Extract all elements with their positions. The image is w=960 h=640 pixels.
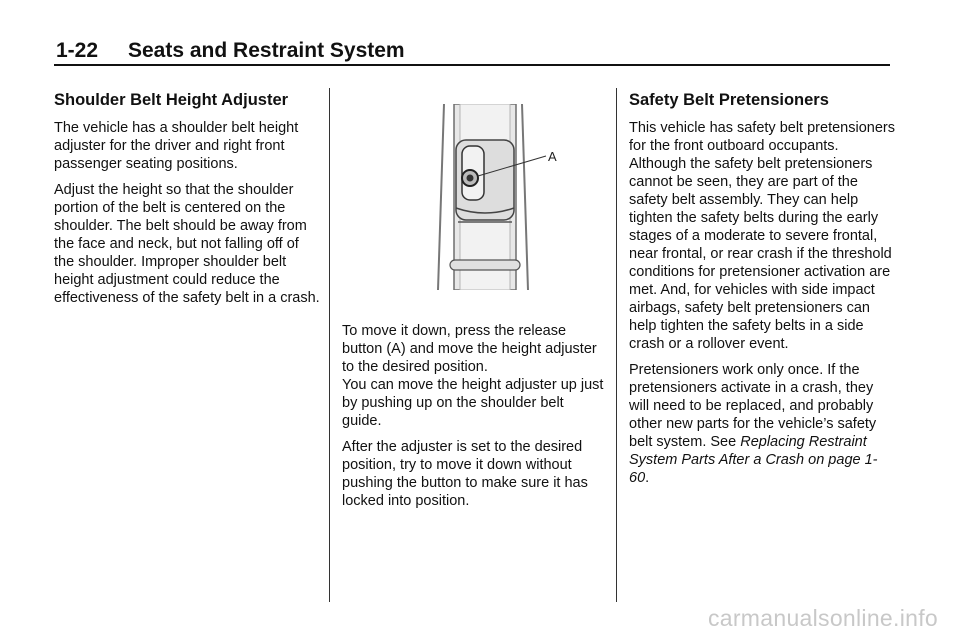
section-title: Seats and Restraint System	[128, 39, 405, 62]
left-paragraph-2: Adjust the height so that the shoulder portion of the belt is centered on the shoulder. The belt should be away from the face and neck, but not falling off of the shoulder. Improper shoulder belt height adjustment could reduce the effectiveness of the safety belt in a crash.	[54, 182, 320, 306]
height-adjuster-drawing	[404, 104, 576, 290]
column-divider-left	[329, 88, 330, 602]
left-column	[54, 90, 320, 315]
site-watermark: carmanualsonline.info	[707, 605, 938, 631]
page-number: 1-22	[56, 39, 99, 62]
pretensioners-heading: Safety Belt Pretensioners	[629, 91, 829, 109]
shoulder-belt-heading: Shoulder Belt Height Adjuster	[54, 91, 289, 109]
middle-paragraph-3: After the adjuster is set to the desired position, try to move it down without pushing the button to make sure it has locked into position.	[342, 439, 588, 509]
right-column	[629, 90, 895, 495]
page-header	[54, 38, 890, 66]
callout-label: A	[548, 149, 557, 164]
right-paragraph-2	[629, 361, 895, 487]
middle-column	[342, 322, 607, 518]
right-paragraph-1: This vehicle has safety belt pretensioners for the front outboard occupants. Although the safety belt pretensioners cannot be seen, they are part of the safety belt assembly. They can help tighten the safety belts during the early stages of a moderate to severe frontal, near frontal, or rear crash if the threshold conditions for pretensioner activation are met. And, for vehicles with side impact airbags, safety belt pretensioners can help tighten the safety belts in a side crash or a rollover event.	[629, 120, 895, 352]
left-paragraph-1: The vehicle has a shoulder belt height adjuster for the driver and right front passenger seating positions.	[54, 120, 299, 172]
right-paragraph-2-text: Pretensioners work only once. If the pretensioners activate in a crash, they will need to be replaced, and probably other new parts for the vehicle’s safety belt system. See	[629, 362, 877, 450]
right-paragraph-2-end: .	[645, 470, 650, 486]
middle-paragraph-2: You can move the height adjuster up just by pushing up on the shoulder belt guide.	[342, 377, 604, 429]
middle-paragraph-1: To move it down, press the release button (A) and move the height adjuster to the desired position.	[342, 323, 597, 375]
column-divider-right	[616, 88, 617, 602]
height-adjuster-illustration	[404, 104, 576, 290]
replacing-parts-reference: Replacing Restraint System Parts After a Crash on page 1-60	[629, 434, 878, 486]
